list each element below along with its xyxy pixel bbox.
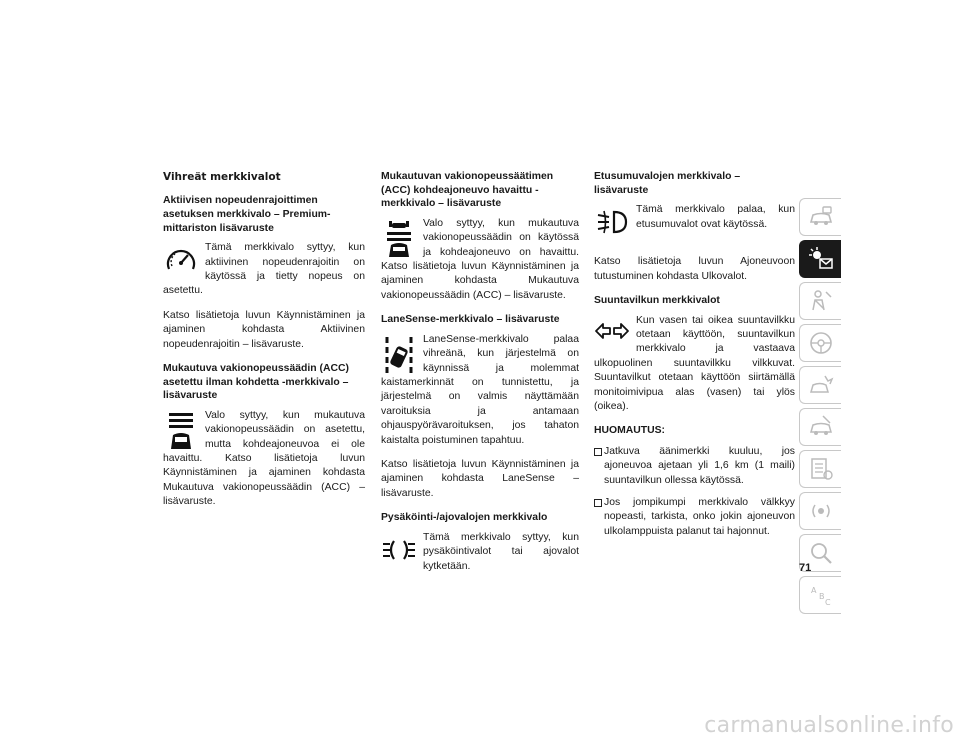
- tab-multimedia[interactable]: [799, 492, 841, 530]
- speedometer-icon: [163, 243, 201, 283]
- acc-target-text: Valo syttyy, kun mukautuva vakionopeussäädin on käytössä ja kohdeajoneuvo on havaittu. Katso lisätietoja luvun Käynnistäminen ja ajaminen kohdasta Mukautuva vakionopeussäädin (ACC) – lisävaruste.: [381, 217, 579, 301]
- lanesense-text: LaneSense-merkkivalo palaa vihreänä, kun järjestelmä on käynnissä ja molemmat kaistamerkinnät on tunnistettu, ja järjestelmä on valmis näyttämään varoituksia ja antamaan ohjauspyörävaroituksen, jos tahaton kaistalta poistuminen tapahtuu.: [381, 333, 579, 446]
- warning-lights-icon: [808, 246, 834, 272]
- chapter-tabs: [799, 198, 841, 618]
- lanesense-heading: LaneSense-merkkivalo – lisävaruste: [381, 314, 560, 326]
- fog-heading: Etusumuvalojen merkkivalo – lisävaruste: [594, 171, 741, 196]
- checkbox-bullet-icon: [594, 499, 602, 507]
- radio-signal-icon: [808, 498, 834, 524]
- note-bullet: [594, 496, 795, 539]
- acc-target-heading: Mukautuvan vakionopeussäätimen (ACC) kohdeajoneuvo havaittu -merkkivalo – lisävaruste: [381, 171, 554, 210]
- svg-text:B: B: [819, 592, 825, 601]
- parking-text: Tämä merkkivalo syttyy, kun pysäköintivalot tai ajovalot kytketään.: [423, 531, 579, 572]
- svg-text:C: C: [825, 598, 831, 607]
- note-bullet-text: Jatkuva äänimerkki kuuluu, jos ajoneuvoa ajetaan yli 1,6 km (1 maili) suuntavilkun ollessa käytössä.: [604, 445, 795, 486]
- column-middle: [381, 170, 579, 584]
- tab-technical-specs[interactable]: [799, 450, 841, 488]
- checkbox-bullet-icon: [594, 448, 602, 456]
- acc-set-heading: Mukautuva vakionopeussäädin (ACC) asetettu ilman kohdetta -merkkivalo – lisävaruste: [163, 363, 349, 402]
- tab-safety[interactable]: [799, 282, 841, 320]
- car-service-icon: [808, 414, 834, 440]
- tab-servicing[interactable]: [799, 408, 841, 446]
- parking-lights-icon: [381, 533, 419, 573]
- fog-para: Katso lisätietoja luvun Ajoneuvoon tutustuminen kohdasta Ulkovalot.: [594, 256, 795, 282]
- column-left: [163, 170, 365, 520]
- crash-car-icon: [808, 372, 834, 398]
- magnifier-icon: [808, 540, 834, 566]
- lanesense-para: Katso lisätietoja luvun Käynnistäminen ja ajaminen kohdasta LaneSense – lisävaruste.: [381, 459, 579, 499]
- seatbelt-icon: [808, 288, 834, 314]
- note-title: HUOMAUTUS:: [594, 425, 665, 437]
- tab-emergency[interactable]: [799, 366, 841, 404]
- fog-text: Tämä merkkivalo palaa, kun etusumuvalot ovat käytössä.: [636, 204, 795, 230]
- fog-light-icon: [594, 205, 632, 245]
- acc-speed-text: Tämä merkkivalo syttyy, kun aktiivinen nopeudenrajoitin on käytössä ja tietty nopeus on asetettu.: [163, 242, 365, 297]
- section-title: Vihreät merkkivalot: [163, 171, 281, 183]
- page-number: 71: [799, 562, 812, 574]
- acc-speed-block: [163, 241, 365, 299]
- acc-set-text: Valo syttyy, kun mukautuva vakionopeussäädin on asetettu, mutta kohdeajoneuvoa ei ole havaittu. Katso lisätietoja luvun Käynnistäminen ja ajaminen kohdasta Mukautuva vakionopeussäädin (ACC) – lisävaruste.: [163, 409, 365, 508]
- fog-block: [594, 203, 795, 245]
- index-abc-icon: [808, 582, 834, 608]
- turn-block: [594, 314, 795, 415]
- acc-set-block: [163, 409, 365, 510]
- svg-text:A: A: [811, 586, 817, 595]
- car-key-icon: [808, 204, 834, 230]
- tab-index[interactable]: [799, 576, 841, 614]
- note-bullet: [594, 445, 795, 488]
- acc-speed-para: Katso lisätietoja luvun Käynnistäminen ja ajaminen kohdasta Aktiivinen nopeudenrajoitin – lisävaruste.: [163, 309, 365, 350]
- tab-vehicle-intro[interactable]: [799, 198, 841, 236]
- parking-block: [381, 531, 579, 574]
- turn-heading: Suuntavilkun merkkivalot: [594, 295, 720, 306]
- acc-target-block: [381, 217, 579, 303]
- turn-text: Kun vasen tai oikea suuntavilkku otetaan käyttöön, suuntavilkun merkkivalo ja vastaava ulkopuolinen suuntavilkku vilkkuvat. Suuntavilkut otetaan käyttöön siirtämällä monitoimivipua alas (vasen) tai ylös (oikea).: [594, 314, 795, 413]
- car-lanes-icon: [163, 411, 201, 451]
- note-bullet-text: Jos jompikumpi merkkivalo välkkyy nopeasti, tarkista, onko jokin ajoneuvon ulkolamppuista palanut tai hajonnut.: [604, 497, 795, 537]
- tab-dashboard[interactable]: [799, 240, 841, 278]
- document-list-icon: [808, 456, 834, 482]
- tab-starting-driving[interactable]: [799, 324, 841, 362]
- turn-signal-icon: [594, 316, 632, 356]
- steering-wheel-icon: [808, 330, 834, 356]
- watermark: carmanualsonline.info: [704, 713, 954, 738]
- car-target-icon: [381, 219, 419, 259]
- lanesense-icon: [381, 335, 419, 375]
- column-right: [594, 170, 795, 547]
- acc-speed-heading: Aktiivisen nopeudenrajoittimen asetuksen merkkivalo – Premium-mittariston lisävaruste: [163, 195, 331, 234]
- lanesense-block: [381, 333, 579, 448]
- parking-heading: Pysäköinti-/ajovalojen merkkivalo: [381, 512, 548, 524]
